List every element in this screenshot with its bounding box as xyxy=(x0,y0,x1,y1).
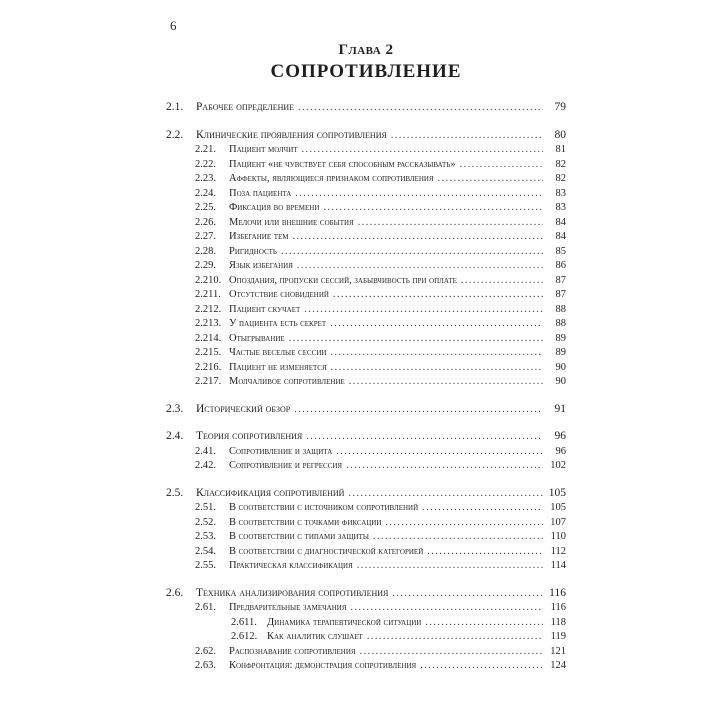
toc-entry-number: 2.62. xyxy=(195,645,216,657)
toc-entry-page: 119 xyxy=(550,631,566,642)
toc-entry-page: 79 xyxy=(554,101,566,113)
toc-entry xyxy=(166,317,566,332)
toc-entry-page: 84 xyxy=(555,216,566,228)
toc-entry-page: 81 xyxy=(555,144,566,155)
toc-entry-number: 2.5. xyxy=(166,486,184,499)
dot-leader xyxy=(306,429,543,445)
toc-entry-label: Пациент скучает xyxy=(229,303,301,315)
toc-entry-page: 110 xyxy=(550,531,566,542)
toc-entry-page: 114 xyxy=(550,560,566,571)
toc-entry-label: Ригидность xyxy=(229,245,277,257)
toc-entry-page: 124 xyxy=(550,660,566,671)
toc-entry xyxy=(166,545,566,560)
toc-entry-label: Пациент не изменяется xyxy=(229,361,327,373)
toc-entry-page: 83 xyxy=(555,202,566,213)
toc-entry-number: 2.1. xyxy=(166,101,184,113)
toc-entry xyxy=(166,375,566,390)
toc-entry-label: Клинические проявления сопротивления xyxy=(196,128,387,141)
toc-entry-page: 116 xyxy=(550,602,566,613)
toc-entry-label: Распознавание сопротивления xyxy=(229,645,356,657)
toc-entry xyxy=(166,659,566,674)
dot-leader xyxy=(331,361,543,376)
toc-entry-page: 84 xyxy=(555,231,566,242)
toc-entry-label: В соответствии с источником сопротивлений xyxy=(229,502,419,513)
toc-entry-number: 2.21. xyxy=(195,144,216,155)
toc-entry xyxy=(166,586,566,602)
toc-entry-number: 2.212. xyxy=(195,303,222,315)
toc-entry-label: Отсутствие сновидений xyxy=(229,289,329,300)
toc-entry-page: 90 xyxy=(555,376,566,387)
toc-entry-label: Отыгрывание xyxy=(229,332,285,344)
toc-entry-label: Сопротивление и защита xyxy=(229,445,333,457)
toc-entry-number: 2.28. xyxy=(195,245,216,257)
toc-entry-page: 96 xyxy=(554,430,566,442)
toc-entry xyxy=(166,645,566,660)
dot-leader xyxy=(295,187,543,202)
toc-entry-label: Классификация сопротивлений xyxy=(196,486,345,499)
toc-entry-label: Исторический обзор xyxy=(196,402,291,415)
toc-entry-label: Поза пациента xyxy=(229,187,292,199)
toc-entry-label: Аффекты, являющиеся признаком сопротивления xyxy=(229,173,434,184)
toc-entry xyxy=(166,274,566,289)
dot-leader xyxy=(360,645,543,660)
toc-entry-page: 82 xyxy=(555,173,566,184)
toc-entry-number: 2.29. xyxy=(195,260,216,271)
toc-entry-label: Мелочи или внешние события xyxy=(229,216,354,228)
toc-entry-number: 2.211. xyxy=(195,289,221,300)
toc-entry-page: 91 xyxy=(554,402,566,415)
toc-entry-page: 88 xyxy=(555,303,566,315)
toc-entry-label: Избегание тем xyxy=(229,231,289,242)
toc-entry xyxy=(166,530,566,545)
toc-entry xyxy=(166,332,566,347)
toc-entry-page: 116 xyxy=(549,586,566,599)
toc-entry-label: Частые веселые сессии xyxy=(229,347,327,358)
dot-leader xyxy=(304,303,543,318)
toc-entry-label: Теория сопротивления xyxy=(196,430,303,442)
toc-entry-number: 2.27. xyxy=(195,231,216,242)
dot-leader xyxy=(420,659,543,674)
toc-entry-page: 88 xyxy=(555,318,566,329)
toc-entry-number: 2.217. xyxy=(195,376,222,387)
toc-entry-number: 2.215. xyxy=(195,347,222,358)
toc-entry xyxy=(166,630,566,645)
dot-leader xyxy=(302,143,543,158)
dot-leader xyxy=(438,172,543,187)
toc-entry-number: 2.214. xyxy=(195,332,222,344)
toc-entry-number: 2.25. xyxy=(195,202,216,213)
toc-entry xyxy=(166,516,566,531)
toc-entry-number: 2.23. xyxy=(195,173,216,184)
toc-entry-label: Опоздания, пропуски сессий, забывчивость при оплате xyxy=(229,274,457,286)
toc-entry-label: Рабочее определение xyxy=(196,101,295,113)
page-content xyxy=(166,42,566,674)
toc-entry-number: 2.41. xyxy=(195,445,216,457)
dot-leader xyxy=(293,230,543,245)
toc-entry-number: 2.24. xyxy=(195,187,216,199)
dot-leader xyxy=(333,288,543,303)
toc-entry xyxy=(166,402,566,418)
toc-entry-page: 89 xyxy=(555,332,566,344)
dot-leader xyxy=(330,346,543,361)
dot-leader xyxy=(367,630,543,645)
toc-entry-number: 2.22. xyxy=(195,158,216,170)
toc-entry-page: 80 xyxy=(554,128,566,141)
toc-entry-label: В соответствии с точками фиксации xyxy=(229,516,382,528)
toc-entry-number: 2.54. xyxy=(195,545,216,557)
toc-entry-page: 112 xyxy=(550,545,566,557)
dot-leader xyxy=(336,445,543,460)
dot-leader xyxy=(392,586,543,602)
toc-entry-label: У пациента есть секрет xyxy=(229,318,327,329)
dot-leader xyxy=(461,274,543,289)
toc-entry-page: 107 xyxy=(550,516,566,528)
toc-entry-page: 86 xyxy=(555,260,566,271)
dot-leader xyxy=(323,201,543,216)
dot-leader xyxy=(298,100,543,116)
dot-leader xyxy=(281,245,543,260)
chapter-label: Глава 2 xyxy=(338,42,394,58)
dot-leader xyxy=(422,501,543,516)
toc-entry-label: В соответствии с диагностической категорией xyxy=(229,545,424,557)
toc-entry-page: 102 xyxy=(550,460,566,471)
dot-leader xyxy=(427,545,543,560)
toc-entry-label: Как аналитик слушает xyxy=(267,631,363,642)
toc-entry-label: Предварительные замечания xyxy=(229,602,347,613)
toc-entry-page: 90 xyxy=(555,361,566,373)
toc-entry xyxy=(166,501,566,516)
toc-entry-label: Фиксация во времени xyxy=(229,202,320,213)
toc-entry xyxy=(166,245,566,260)
toc-entry-number: 2.210. xyxy=(195,274,222,286)
dot-leader xyxy=(460,158,543,173)
toc-entry-page: 83 xyxy=(555,187,566,199)
toc-entry-page: 96 xyxy=(555,445,566,457)
dot-leader xyxy=(425,616,543,631)
toc-entry-number: 2.612. xyxy=(231,631,258,642)
toc-entry-number: 2.611. xyxy=(231,616,257,628)
toc-entry-label: Конфронтация: демонстрация сопротивления xyxy=(229,660,417,671)
toc-entry xyxy=(166,601,566,616)
toc-list xyxy=(166,100,566,674)
toc-entry xyxy=(166,361,566,376)
toc-entry xyxy=(166,128,566,144)
toc-entry xyxy=(166,346,566,361)
toc-entry-label: Пациент молчит xyxy=(229,144,298,155)
toc-entry-page: 105 xyxy=(548,486,566,499)
toc-entry-label: Пациент «не чувствует себя способным рассказывать» xyxy=(229,158,456,170)
toc-entry-page: 105 xyxy=(550,502,566,513)
toc-entry xyxy=(166,259,566,274)
toc-entry xyxy=(166,172,566,187)
dot-leader xyxy=(348,486,543,502)
toc-entry-label: Практическая классификация xyxy=(229,560,353,571)
toc-entry xyxy=(166,143,566,158)
toc-entry-number: 2.26. xyxy=(195,216,216,228)
toc-entry xyxy=(166,459,566,474)
toc-entry-number: 2.213. xyxy=(195,318,222,329)
dot-leader xyxy=(349,375,543,390)
toc-entry-label: Молчаливое сопротивление xyxy=(229,376,345,387)
toc-entry-page: 85 xyxy=(555,245,566,257)
toc-entry-page: 89 xyxy=(555,347,566,358)
toc-entry-label: Динамика терапевтической ситуации xyxy=(267,616,422,628)
toc-entry-number: 2.42. xyxy=(195,460,216,471)
toc-entry-number: 2.3. xyxy=(166,402,184,415)
toc-entry xyxy=(166,429,566,445)
dot-leader xyxy=(297,259,543,274)
chapter-title: СОПРОТИВЛЕНИЕ xyxy=(270,61,462,82)
toc-entry xyxy=(166,187,566,202)
dot-leader xyxy=(330,317,543,332)
toc-entry-number: 2.216. xyxy=(195,361,222,373)
toc-entry xyxy=(166,100,566,116)
toc-entry-page: 121 xyxy=(550,645,566,657)
dot-leader xyxy=(358,216,543,231)
dot-leader xyxy=(385,516,543,531)
toc-entry-number: 2.4. xyxy=(166,430,184,442)
toc-entry xyxy=(166,158,566,173)
toc-entry-page: 87 xyxy=(555,274,566,286)
toc-entry-page: 118 xyxy=(550,616,566,628)
page-number: 6 xyxy=(170,18,177,33)
toc-entry-page: 87 xyxy=(555,289,566,300)
dot-leader xyxy=(391,128,543,144)
toc-entry xyxy=(166,303,566,318)
dot-leader xyxy=(294,402,543,418)
toc-entry-number: 2.52. xyxy=(195,516,216,528)
toc-entry-label: Техника анализирования сопротивления xyxy=(196,586,389,599)
dot-leader xyxy=(351,601,544,616)
toc-entry-label: Язык избегания xyxy=(229,260,293,271)
toc-entry-number: 2.53. xyxy=(195,531,216,542)
toc-entry xyxy=(166,288,566,303)
toc-entry-number: 2.51. xyxy=(195,502,216,513)
toc-entry xyxy=(166,486,566,502)
toc-entry-label: Сопротивление и регрессия xyxy=(229,460,343,471)
toc-entry-page: 82 xyxy=(555,158,566,170)
toc-entry-number: 2.61. xyxy=(195,602,216,613)
toc-entry-number: 2.55. xyxy=(195,560,216,571)
toc-entry xyxy=(166,445,566,460)
toc-entry xyxy=(166,616,566,631)
dot-leader xyxy=(289,332,543,347)
toc-entry xyxy=(166,216,566,231)
toc-entry xyxy=(166,230,566,245)
dot-leader xyxy=(346,459,543,474)
dot-leader xyxy=(357,559,543,574)
toc-entry xyxy=(166,559,566,574)
toc-entry-number: 2.2. xyxy=(166,128,184,141)
toc-entry xyxy=(166,201,566,216)
toc-entry-number: 2.6. xyxy=(166,586,184,599)
toc-entry-number: 2.63. xyxy=(195,660,216,671)
dot-leader xyxy=(373,530,543,545)
toc-entry-label: В соответствии с типами защиты xyxy=(229,531,369,542)
